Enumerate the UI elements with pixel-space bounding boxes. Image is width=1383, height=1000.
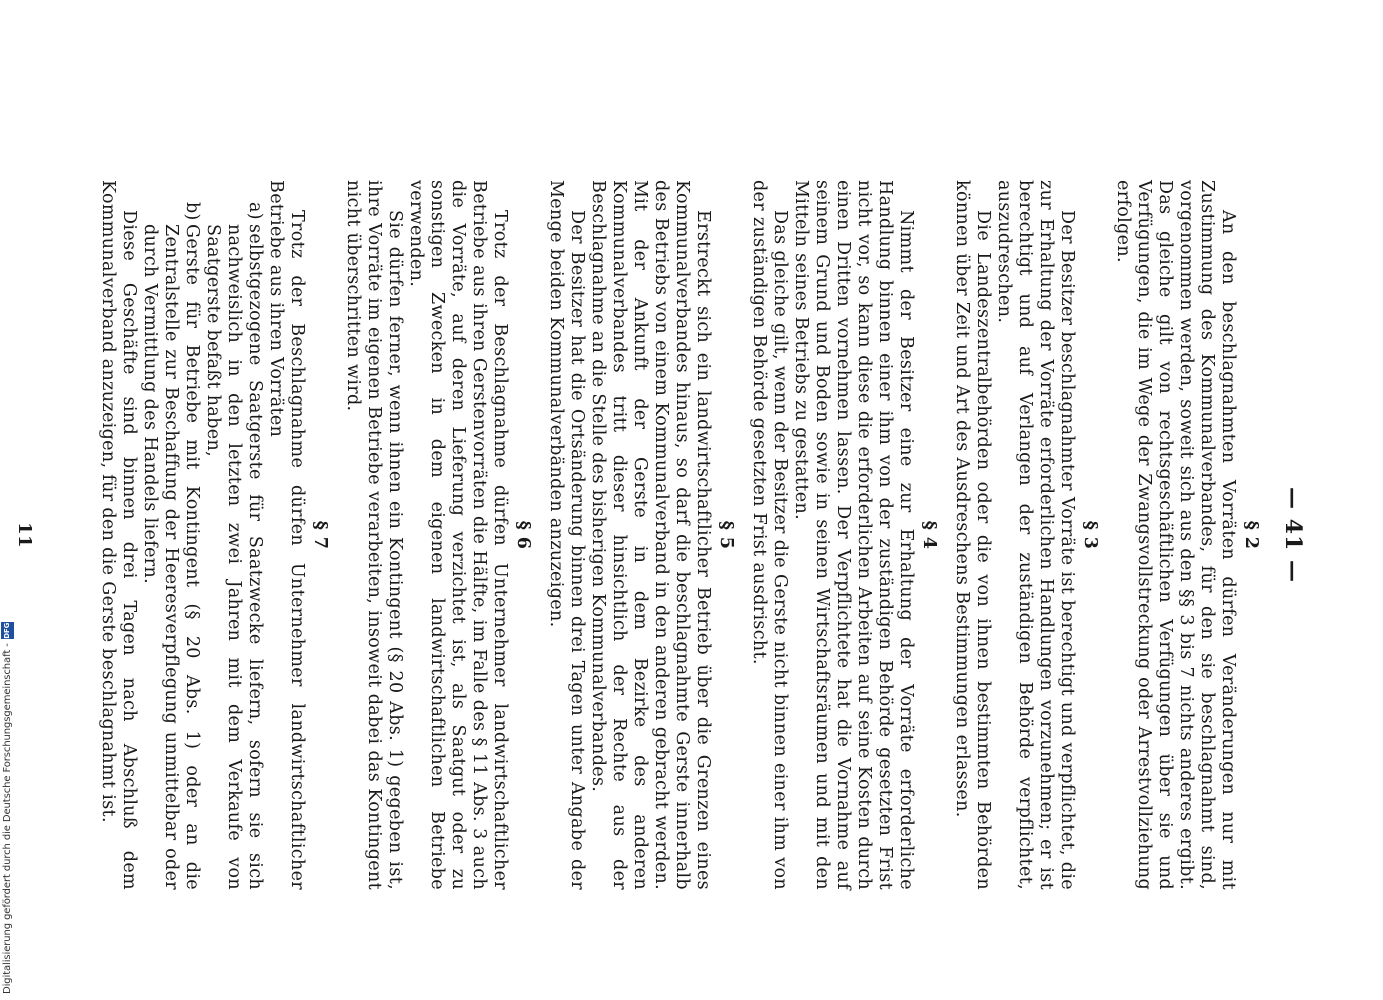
page-header xyxy=(1269,180,1306,890)
section-title: § 7 xyxy=(310,520,330,550)
paragraph: Erstreckt sich ein landwirtschaftlicher Betrieb über die Grenzen eines Kommunalverbandes hinaus, so darf die beschlagnahmte Gerste innerhalb des Betriebs von einem Kommunalverband in den anderen gebracht werden. Mit der Ankunft der Gerste in dem Bezirke des anderen Kommunalverbandes tritt dieser hinsichtlich der Rechte aus der Beschlagnahme an die Stelle des bisherigen Kommunalverbandes. xyxy=(588,180,713,890)
list-item-text: selbstgezogene Saatgerste für Saatzwecke liefern, sofern sie sich nachweislich in den letzten zwei Jahren mit dem Verkaufe von Saatgerste befaßt haben, xyxy=(203,224,265,890)
paragraph: Das gleiche gilt, wenn der Besitzer die Gerste nicht binnen einer ihm von der zuständigen Behörde gesetzten Frist ausdrischt. xyxy=(749,180,790,890)
digitization-credit xyxy=(0,604,15,994)
paragraph: Nimmt der Besitzer eine zur Erhaltung der Vorräte erforderliche Handlung binnen einer ihm von der zuständigen Behörde gesetzten Frist nicht vor, so kann diese die erforderlichen Arbeiten auf seine Kosten durch einen Dritten vornehmen lassen. Der Verpflichtete hat die Vornahme auf seinem Grund und Boden sowie in seinen Wirtschaftsräumen und mit den Mitteln seines Betriebs zu gestatten. xyxy=(791,180,916,890)
section-title: § 6 xyxy=(513,520,533,550)
section-title: § 4 xyxy=(919,520,939,550)
paragraph: An den beschlagnahmten Vorräten dürfen Veränderungen nur mit Zustimmung des Kommunalverbandes, für den sie beschlagnahmt sind, vorgenommen werden, soweit sich aus den §§ 3 bis 7 nichts anderes ergibt. Das gleiche gilt von rechtsgeschäftlichen Verfügungen über sie und Verfügungen, die im Wege der Zwangsvollstreckung oder Arrestvollziehung erfolgen. xyxy=(1113,180,1238,890)
paragraph: Der Besitzer hat die Ortsänderung binnen drei Tagen unter Angabe der Menge beiden Kommunalverbänden anzuzeigen. xyxy=(546,180,587,890)
dfg-logo-icon: DFG xyxy=(1,622,14,639)
paragraph: Die Landeszentralbehörden oder die von ihnen bestimmten Behörden können über Zeit und Art des Ausdreschens Bestimmungen erlassen. xyxy=(952,180,993,890)
list-item xyxy=(202,202,265,890)
paragraph: Diese Geschäfte sind binnen drei Tagen nach Abschluß dem Kommunalverband anzuzeigen, für den die Gerste beschlagnahmt ist. xyxy=(98,180,139,890)
section-title: § 3 xyxy=(1080,520,1100,550)
credit-text: Digitalisierung gefördert durch die Deutsche Forschungsgemeinschaft - xyxy=(2,643,13,994)
list-item-label: a) xyxy=(245,202,265,220)
list-item-label: b) xyxy=(182,202,202,221)
section-title: § 5 xyxy=(716,520,736,550)
section-title: § 2 xyxy=(1241,520,1261,550)
page-number: — 41 — xyxy=(1280,487,1306,583)
list-item xyxy=(139,202,202,890)
page-content xyxy=(14,180,1306,890)
paragraph: Trotz der Beschlagnahme dürfen Unternehmer landwirtschaftlicher Betriebe aus ihren Vorräten xyxy=(266,180,307,890)
sheet-signature: 11 xyxy=(14,522,35,548)
paragraph: Sie dürfen ferner, wenn ihnen ein Kontingent (§ 20 Abs. 1) gegeben ist, ihre Vorräte im eigenen Betriebe verarbeiten, insoweit dabei das Kontingent nicht überschritten wird. xyxy=(343,180,405,890)
paragraph: Trotz der Beschlagnahme dürfen Unternehmer landwirtschaftlicher Betriebe aus ihren Gerstenvorräten die Hälfte, im Falle des § 11 Abs. 3 auch die Vorräte, auf deren Lieferung verzichtet ist, als Saatgut oder zu sonstigen Zwecken in dem eigenen landwirtschaftlichen Betriebe verwenden. xyxy=(406,180,510,890)
paragraph: Der Besitzer beschlagnahmter Vorräte ist berechtigt und verpflichtet, die zur Erhaltung der Vorräte erforderlichen Handlungen vorzunehmen; er ist berechtigt und auf Verlangen der zuständigen Behörde verpflichtet, auszudreschen. xyxy=(994,180,1077,890)
enumerated-list xyxy=(139,180,265,890)
list-item-text: Gerste für Betriebe mit Kontingent (§ 20 Abs. 1) oder an die Zentralstelle zur Beschaffung der Heeresverpflegung unmittelbar oder durch Vermittlung des Handels liefern. xyxy=(140,224,202,890)
